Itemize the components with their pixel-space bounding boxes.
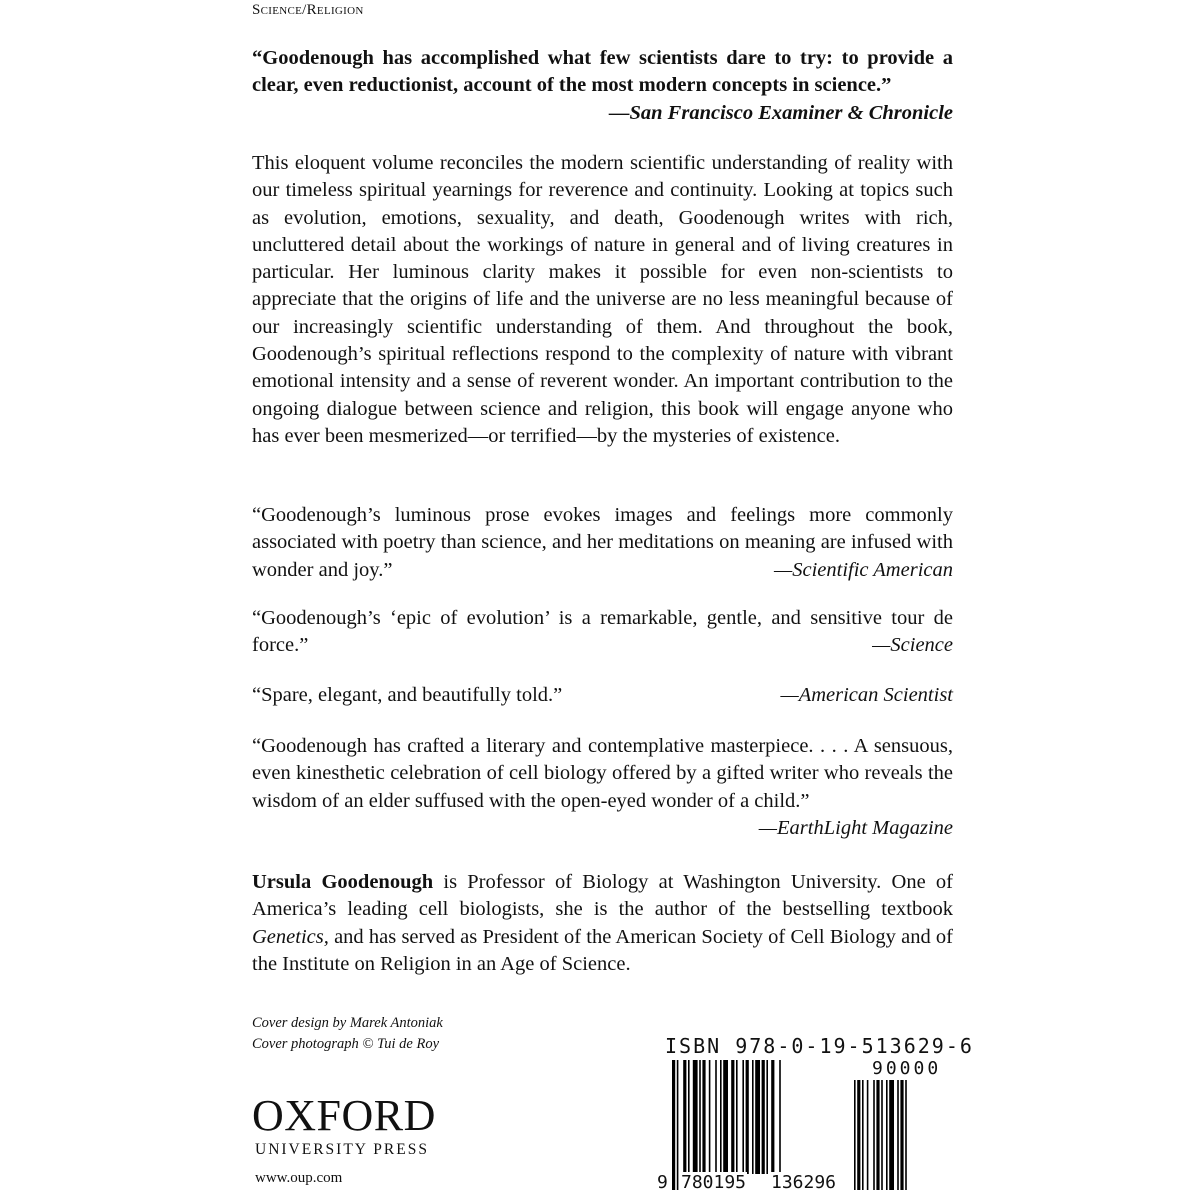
quote-source: —EarthLight Magazine — [758, 816, 953, 839]
price-code: 90000 — [872, 1058, 942, 1079]
book-title: Genetics, — [252, 925, 329, 948]
isbn-barcode — [657, 1060, 954, 1201]
review-quote — [252, 605, 953, 660]
quote-text: “Goodenough’s luminous prose evokes images and feelings more commonly associated with poetry than science, and her meditations on meaning are infused with wonder and joy.” — [252, 504, 953, 581]
cover-design-credit: Cover design by Marek Antoniak — [252, 1015, 443, 1031]
publisher-website: www.oup.com — [255, 1170, 343, 1186]
barcode-digit-group-1: 780195 — [681, 1172, 747, 1193]
bio-text-before: is Professor of Biology at Washington University. One of America’s leading cell biologists, she is the author of the bestselling textbook — [252, 871, 953, 921]
quote-source: —American Scientist — [780, 684, 953, 706]
book-description: This eloquent volume reconciles the modern scientific understanding of reality with our timeless spiritual yearnings for reverence and continuity. Looking at topics such as evolution, emotions, sexuality, and death, Goodenough writes with rich, uncluttered detail about the workings of nature in general and of living creatures in particular. Her luminous clarity makes it possible for even non-scientists to appreciate that the origins of life and the universe are no less meaningful because of our increasingly scientific understanding of them. And throughout the book, Goodenough’s spiritual reflections respond to the complexity of nature with vibrant emotional intensity and a sense of reverent wonder. An important contribution to the ongoing dialogue between science and religion, this book will engage anyone who has ever been mesmerized—or terrified—by the mysteries of existence. — [252, 152, 953, 447]
bio-text-after: and has served as President of the American Society of Cell Biology and of the Institute on Religion in an Age of Science. — [252, 925, 953, 975]
quote-source: —Scientific American — [774, 558, 953, 581]
barcode-digit-prefix: 9 — [657, 1172, 668, 1193]
book-category: Science/Religion — [252, 2, 364, 18]
quote-text: “Goodenough has crafted a literary and contemplative masterpiece. . . . A sensuous, even kinesthetic celebration of cell biology offered by a gifted writer who reveals the wisdom of an elder suffused with the open-eyed wonder of a child.” — [252, 735, 953, 812]
cover-photo-credit: Cover photograph © Tui de Roy — [252, 1036, 440, 1052]
quote-source: —Science — [872, 634, 953, 657]
quote-text: “Spare, elegant, and beautifully told.” — [252, 684, 563, 706]
author-name: Ursula Goodenough — [252, 871, 434, 893]
author-bio — [252, 869, 953, 978]
publisher-logo: OXFORD — [252, 1091, 436, 1140]
quote-text: “Goodenough’s ‘epic of evolution’ is a remarkable, gentle, and sensitive tour de force.” — [252, 607, 953, 657]
review-quote — [252, 682, 953, 709]
publisher-subtitle: UNIVERSITY PRESS — [255, 1141, 429, 1158]
lead-quote-text: “Goodenough has accomplished what few scientists dare to try: to provide a clear, even reductionist, account of the most modern concepts in science.” — [252, 47, 953, 97]
barcode-digit-group-2: 136296 — [771, 1172, 837, 1193]
isbn-label: ISBN 978-0-19-513629-6 — [665, 1034, 974, 1058]
review-quote — [252, 502, 953, 584]
review-quote — [252, 733, 953, 842]
cover-credits — [252, 1013, 443, 1055]
lead-review-quote — [252, 45, 953, 127]
lead-quote-source: —San Francisco Examiner & Chronicle — [608, 101, 953, 124]
